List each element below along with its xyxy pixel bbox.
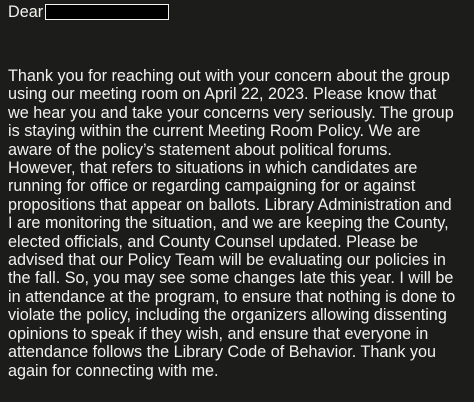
body-line: However, that refers to situations in which candidates are: [8, 159, 418, 178]
body-line: is staying within the current Meeting Room Policy. We are: [8, 122, 421, 141]
body-line: violate the policy, including the organizers allowing dissenting: [8, 306, 447, 325]
redacted-name-box: [45, 4, 169, 20]
body-line: elected officials, and County Counsel updated. Please be: [8, 232, 419, 251]
salutation-text: Dear: [8, 3, 44, 21]
body-line: opinions to speak if they wish, and ensure that everyone in: [8, 324, 429, 343]
body-line: in attendance at the program, to ensure that nothing is done to: [8, 287, 456, 306]
body-line: Thank you for reaching out with your concern about the group: [8, 67, 450, 85]
salutation: [8, 2, 169, 22]
body-line: the fall. So, you may see some changes late this year. I will be: [8, 269, 454, 288]
body-line: again for connecting with me.: [8, 361, 219, 380]
body-line: attendance follows the Library Code of Behavior. Thank you: [8, 343, 437, 362]
letter-body: [8, 67, 472, 380]
body-line: I are monitoring the situation, and we are keeping the County,: [8, 214, 449, 233]
body-line: advised that our Policy Team will be evaluating our policies in: [8, 251, 446, 270]
body-line: we hear you and take your concerns very seriously. The group: [8, 103, 454, 122]
body-line: aware of the policy’s statement about political forums.: [8, 140, 392, 159]
body-line: running for office or regarding campaigning for or against: [8, 177, 416, 196]
body-line: using our meeting room on April 22, 2023. Please know that: [8, 85, 437, 104]
body-line: propositions that appear on ballots. Library Administration and: [8, 195, 452, 214]
